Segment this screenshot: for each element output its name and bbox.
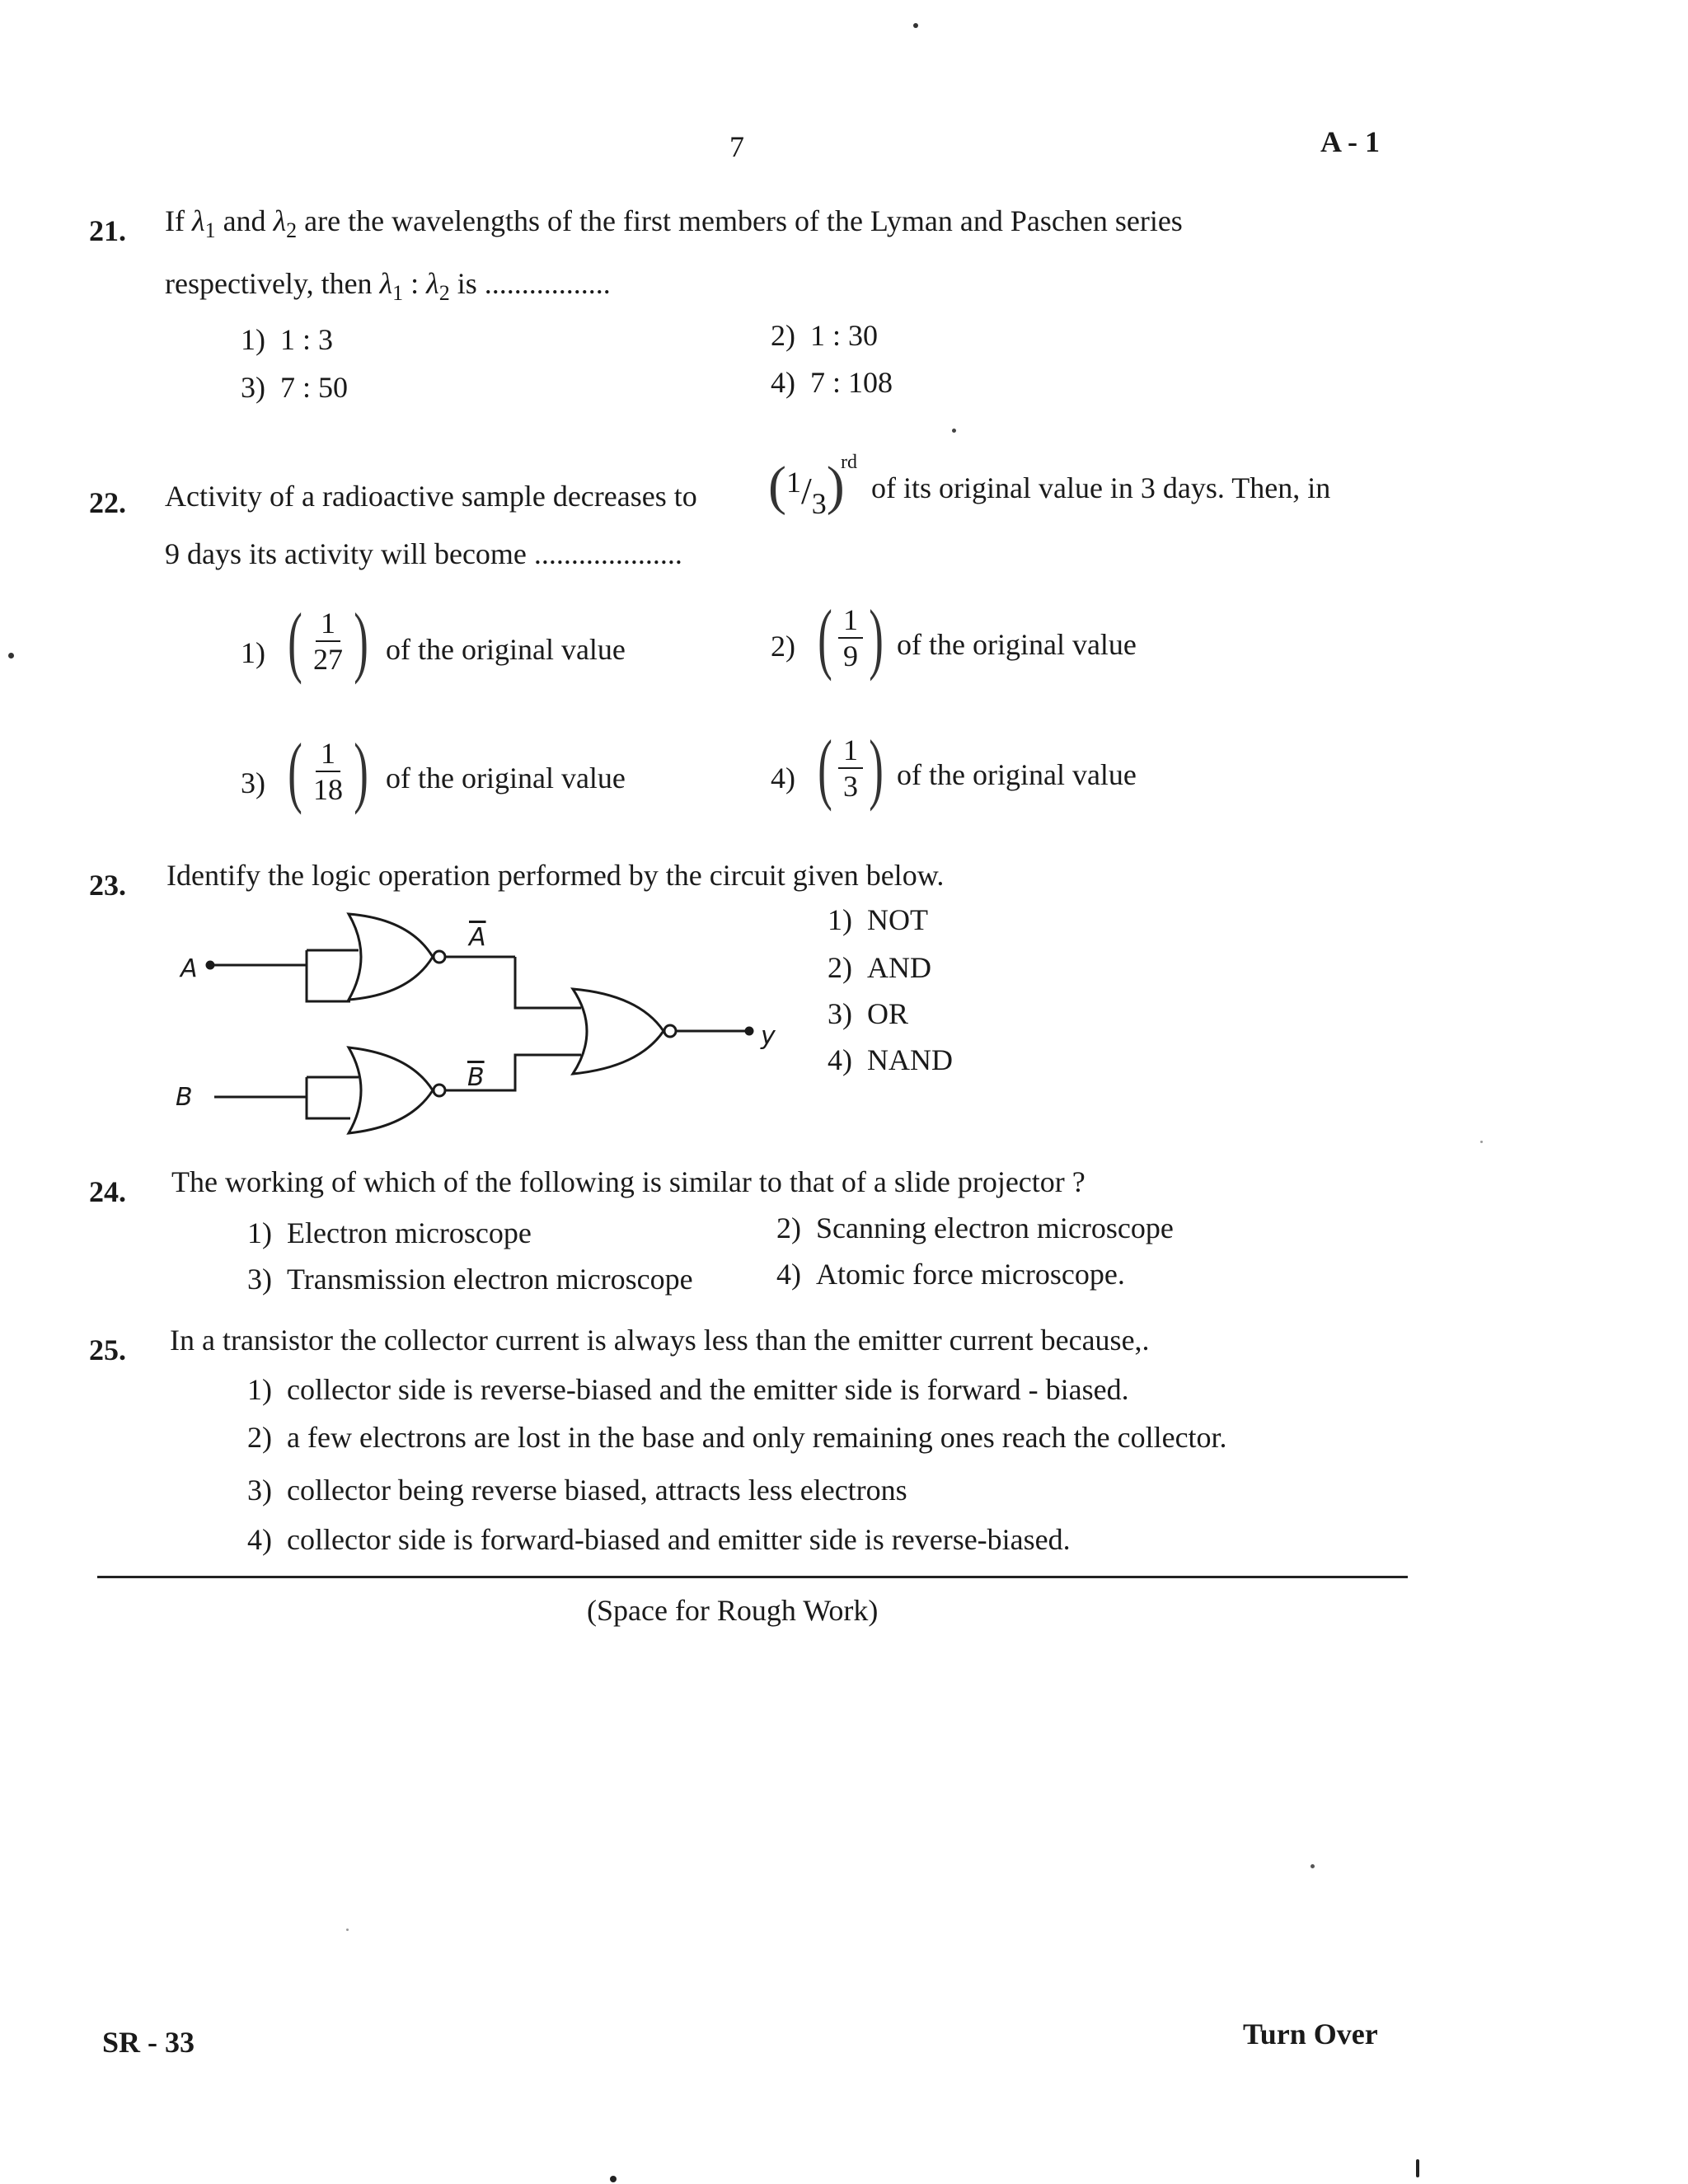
- option: 3) Transmission electron microscope: [247, 1263, 693, 1296]
- option-fraction: ( 1 3 ): [818, 724, 884, 812]
- question-number: 24.: [89, 1175, 126, 1208]
- not-a-label: A: [469, 923, 486, 952]
- turn-over-label: Turn Over: [1243, 2018, 1378, 2050]
- scan-speck: [610, 2176, 617, 2182]
- output-y-label: y: [761, 1022, 776, 1051]
- nor-gate-a: [349, 914, 433, 1000]
- option-suffix: of the original value: [386, 762, 626, 794]
- scan-speck: [346, 1929, 349, 1931]
- fraction-one-third: (1/3): [768, 456, 845, 520]
- option-fraction: ( 1 18 ): [288, 727, 368, 815]
- option: 1) Electron microscope: [247, 1216, 532, 1249]
- scan-speck: [1311, 1864, 1315, 1868]
- question-number: 22.: [89, 486, 126, 519]
- input-b-label: B: [176, 1083, 193, 1112]
- page-number: 7: [729, 130, 744, 163]
- option-suffix: of the original value: [386, 633, 626, 666]
- question-number: 21.: [89, 214, 126, 247]
- scan-speck: [952, 429, 956, 433]
- option-number: 2): [771, 630, 795, 663]
- option: 1) collector side is reverse-biased and the emitter side is forward - biased.: [247, 1373, 1129, 1406]
- option: 1) NOT: [828, 903, 928, 936]
- option-fraction: ( 1 27 ): [288, 597, 368, 685]
- option-number: 3): [241, 766, 265, 799]
- option: 4) Atomic force microscope.: [776, 1258, 1125, 1291]
- option: 2) 1 : 30: [771, 319, 879, 352]
- question-text: The working of which of the following is similar to that of a slide projector ?: [171, 1165, 1085, 1198]
- paper-code: A - 1: [1320, 125, 1380, 158]
- option: 3) 7 : 50: [241, 371, 349, 404]
- option-suffix: of the original value: [897, 758, 1137, 791]
- question-text-line2: 9 days its activity will become ....................: [165, 537, 682, 570]
- option: 3) OR: [828, 997, 909, 1030]
- horizontal-rule: [97, 1576, 1408, 1578]
- logic-circuit-diagram: [161, 902, 804, 1150]
- option: 4) NAND: [828, 1043, 953, 1076]
- question-text-tail: of its original value in 3 days. Then, in: [871, 471, 1331, 504]
- option-number: 4): [771, 762, 795, 794]
- superscript-rd: rd: [841, 452, 857, 473]
- option-suffix: of the original value: [897, 628, 1137, 661]
- option: 4) 7 : 108: [771, 366, 893, 399]
- option: 2) a few electrons are lost in the base and only remaining ones reach the collector.: [247, 1421, 1227, 1454]
- rough-work-label: (Space for Rough Work): [587, 1594, 879, 1627]
- scan-speck: [1416, 2159, 1419, 2177]
- question-text: If $\lambda_1$ and $\lambda_2$ are the wavelengths of the first members of the Lyman and Paschen series: [165, 204, 1183, 243]
- input-a-label: A: [181, 954, 198, 983]
- option: 2) Scanning electron microscope: [776, 1212, 1174, 1244]
- option: 2) AND: [828, 951, 931, 984]
- question-number: 25.: [89, 1333, 126, 1366]
- option-number: 1): [241, 636, 265, 669]
- not-b-label: B: [467, 1063, 485, 1092]
- scan-speck: [8, 653, 14, 658]
- option-fraction: ( 1 9 ): [818, 593, 884, 682]
- question-number: 23.: [89, 869, 126, 902]
- scan-speck: [1480, 1141, 1483, 1143]
- question-text: Identify the logic operation performed by the circuit given below.: [166, 859, 945, 892]
- scan-speck: [913, 23, 918, 28]
- footer-code: SR - 33: [102, 2026, 195, 2059]
- question-text: Activity of a radioactive sample decreases to: [165, 480, 697, 513]
- question-text: In a transistor the collector current is always less than the emitter current because,.: [170, 1324, 1150, 1357]
- nor-gate-out: [573, 989, 663, 1074]
- question-text-line2: respectively, then $\lambda_1$ : $\lambda_2$ is .................: [165, 267, 611, 306]
- option: 4) collector side is forward-biased and emitter side is reverse-biased.: [247, 1523, 1071, 1556]
- option: 3) collector being reverse biased, attracts less electrons: [247, 1474, 907, 1507]
- option: 1) 1 : 3: [241, 323, 334, 356]
- nor-gate-b: [349, 1047, 433, 1133]
